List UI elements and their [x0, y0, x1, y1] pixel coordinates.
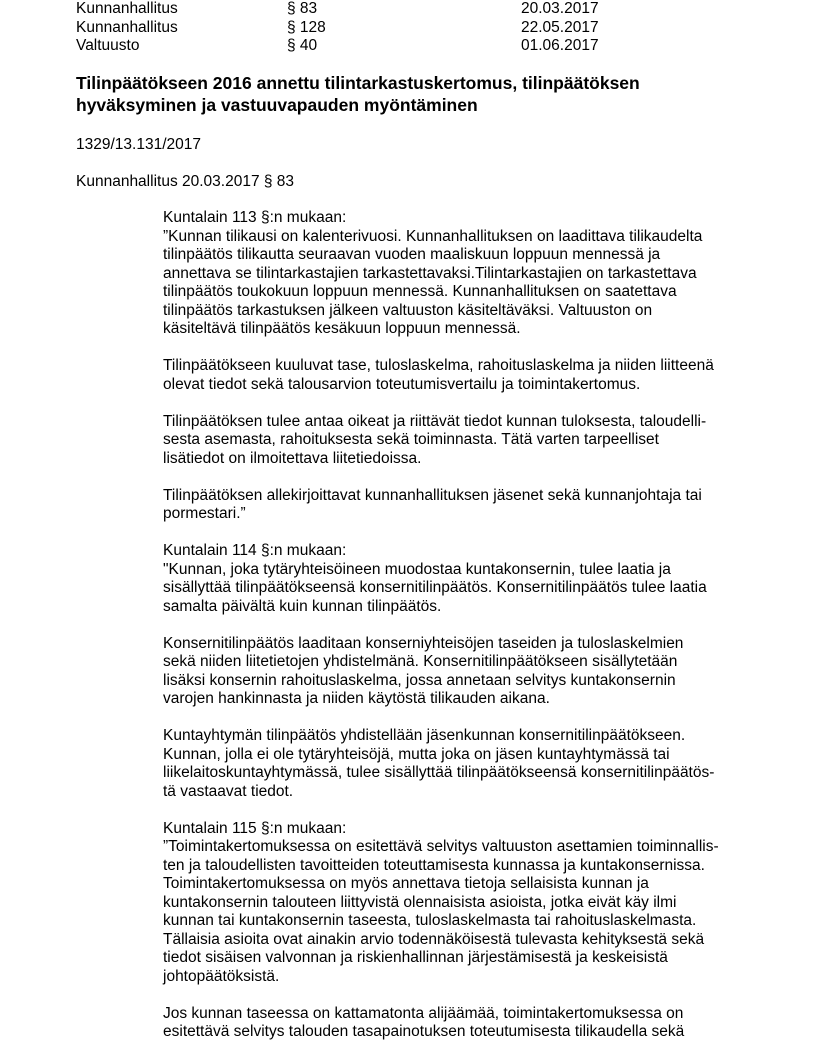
body-line: Konsernitilinpäätös laaditaan konserniyhteisöjen taseiden ja tuloslaskelmien: [163, 634, 684, 652]
body-line: "Kunnan, joka tytäryhteisöineen muodostaa kuntakonsernin, tulee laatia ja: [163, 560, 671, 578]
body-line: varojen hankinnasta ja niiden käytöstä tilikauden aikana.: [163, 690, 550, 707]
history-date: 22.05.2017: [521, 18, 599, 36]
body-line: johtopäätöksistä.: [163, 967, 280, 985]
body-line: olevat tiedot sekä talousarvion toteutumisvertailu ja toimintakertomus.: [163, 375, 641, 393]
body-line: käsiteltävä tilinpäätös kesäkuun loppuun mennessä.: [163, 320, 521, 337]
body-line: tilinpäätös toukokuun loppuun mennessä. Kunnanhallituksen on saatettava: [163, 283, 677, 300]
history-section: § 83: [287, 0, 318, 17]
body-line: sekä niiden liitetietojen yhdistelmänä. Konsernitilinpäätökseen sisällytetään: [163, 653, 678, 670]
history-body: Kunnanhallitus: [76, 18, 178, 36]
body-line: ten ja taloudellisten tavoitteiden toteuttamisesta kunnassa ja kuntakonsernissa.: [163, 856, 705, 874]
body-line: esitettävä selvitys talouden tasapainotuksen toteutumisesta tilikaudella sekä: [163, 1023, 685, 1040]
history-section: § 128: [287, 18, 326, 36]
history-row: [0, 18, 816, 37]
body-line: Tällaisia asioita ovat ainakin arvio todennäköisestä tulevasta kehityksestä sekä: [163, 930, 705, 948]
body-line: Kuntayhtymän tilinpäätös yhdistellään jäsenkunnan konsernitilinpäätökseen.: [163, 727, 686, 744]
body-line: kunnan tai kuntakonsernin taseesta, tuloslaskelmasta tai rahoituslaskelmasta.: [163, 912, 697, 929]
body-line: sisällyttää tilinpäätökseensä konsernitilinpäätös. Konsernitilinpäätös tulee laatia: [163, 579, 707, 596]
body-line: Kuntalain 113 §:n mukaan:: [163, 209, 347, 226]
body-line: samalta päivältä kuin kunnan tilinpäätös.: [163, 597, 442, 615]
body-line: Kuntalain 114 §:n mukaan:: [163, 542, 347, 559]
blank-line: [163, 394, 763, 413]
document-body: [163, 209, 763, 1042]
history-date: 20.03.2017: [521, 0, 599, 17]
body-line: Toimintakertomuksessa on myös annettava tietoja sellaisista kunnan ja: [163, 875, 649, 892]
title-line: Tilinpäätökseen 2016 annettu tilintarkastuskertomus, tilinpäätöksen: [76, 73, 640, 93]
blank-line: [163, 616, 763, 635]
history-body: Valtuusto: [76, 37, 140, 54]
body-line: Tilinpäätöksen allekirjoittavat kunnanhallituksen jäsenet sekä kunnanjohtaja tai: [163, 486, 702, 504]
body-line: sesta asemasta, rahoituksesta sekä toiminnasta. Tätä varten tarpeelliset: [163, 431, 659, 448]
body-line: liikelaitoskuntayhtymässä, tulee sisällyttää tilinpäätökseensä konsernitilinpäätös-: [163, 764, 715, 781]
body-line: pormestari.”: [163, 505, 246, 522]
body-line: ”Toimintakertomuksessa on esitettävä selvitys valtuuston asettamien toiminnallis-: [163, 838, 719, 855]
history-body: Kunnanhallitus: [76, 0, 178, 17]
history-row: [0, 36, 816, 55]
history-date: 01.06.2017: [521, 37, 599, 54]
history-section: § 40: [287, 37, 318, 54]
blank-line: [163, 709, 763, 728]
body-line: kuntakonsernin talouteen liittyvistä olennaisista asioista, jotka eivät käy ilmi: [163, 893, 677, 911]
blank-line: [163, 986, 763, 1005]
page-title: [76, 72, 776, 116]
meeting-reference: Kunnanhallitus 20.03.2017 § 83: [76, 173, 295, 190]
blank-line: [163, 468, 763, 487]
title-line: hyväksyminen ja vastuuvapauden myöntäminen: [76, 95, 478, 115]
body-line: Kunnan, jolla ei ole tytäryhteisöjä, mutta joka on jäsen kuntayhtymässä tai: [163, 745, 670, 763]
body-line: tilinpäätös tarkastuksen jälkeen valtuuston käsiteltäväksi. Valtuuston on: [163, 301, 653, 319]
body-line: ”Kunnan tilikausi on kalenterivuosi. Kunnanhallituksen on laadittava tilikaudelta: [163, 227, 703, 245]
history-row: [0, 0, 816, 18]
body-line: Jos kunnan taseessa on kattamatonta alijäämää, toimintakertomuksessa on: [163, 1004, 684, 1022]
blank-line: [163, 524, 763, 543]
blank-line: [163, 801, 763, 820]
record-number: 1329/13.131/2017: [76, 136, 201, 153]
body-line: tä vastaavat tiedot.: [163, 782, 294, 800]
body-line: Kuntalain 115 §:n mukaan:: [163, 819, 347, 837]
body-line: tiedot sisäisen valvonnan ja riskienhallinnan järjestämisestä ja keskeisistä: [163, 949, 668, 966]
body-line: Tilinpäätökseen kuuluvat tase, tuloslaskelma, rahoituslaskelma ja niiden liitteenä: [163, 357, 714, 374]
body-line: annettava se tilintarkastajien tarkastettavaksi.Tilintarkastajien on tarkastettava: [163, 264, 697, 282]
body-line: lisäksi konsernin rahoituslaskelma, jossa annetaan selvitys kuntakonsernin: [163, 671, 676, 689]
body-line: lisätiedot on ilmoitettava liitetiedoissa.: [163, 449, 422, 467]
body-line: tilinpäätös tilikautta seuraavan vuoden maaliskuun loppuun mennessä ja: [163, 246, 661, 263]
body-line: Tilinpäätöksen tulee antaa oikeat ja riittävät tiedot kunnan tuloksesta, taloudelli-: [163, 412, 707, 430]
blank-line: [163, 339, 763, 358]
